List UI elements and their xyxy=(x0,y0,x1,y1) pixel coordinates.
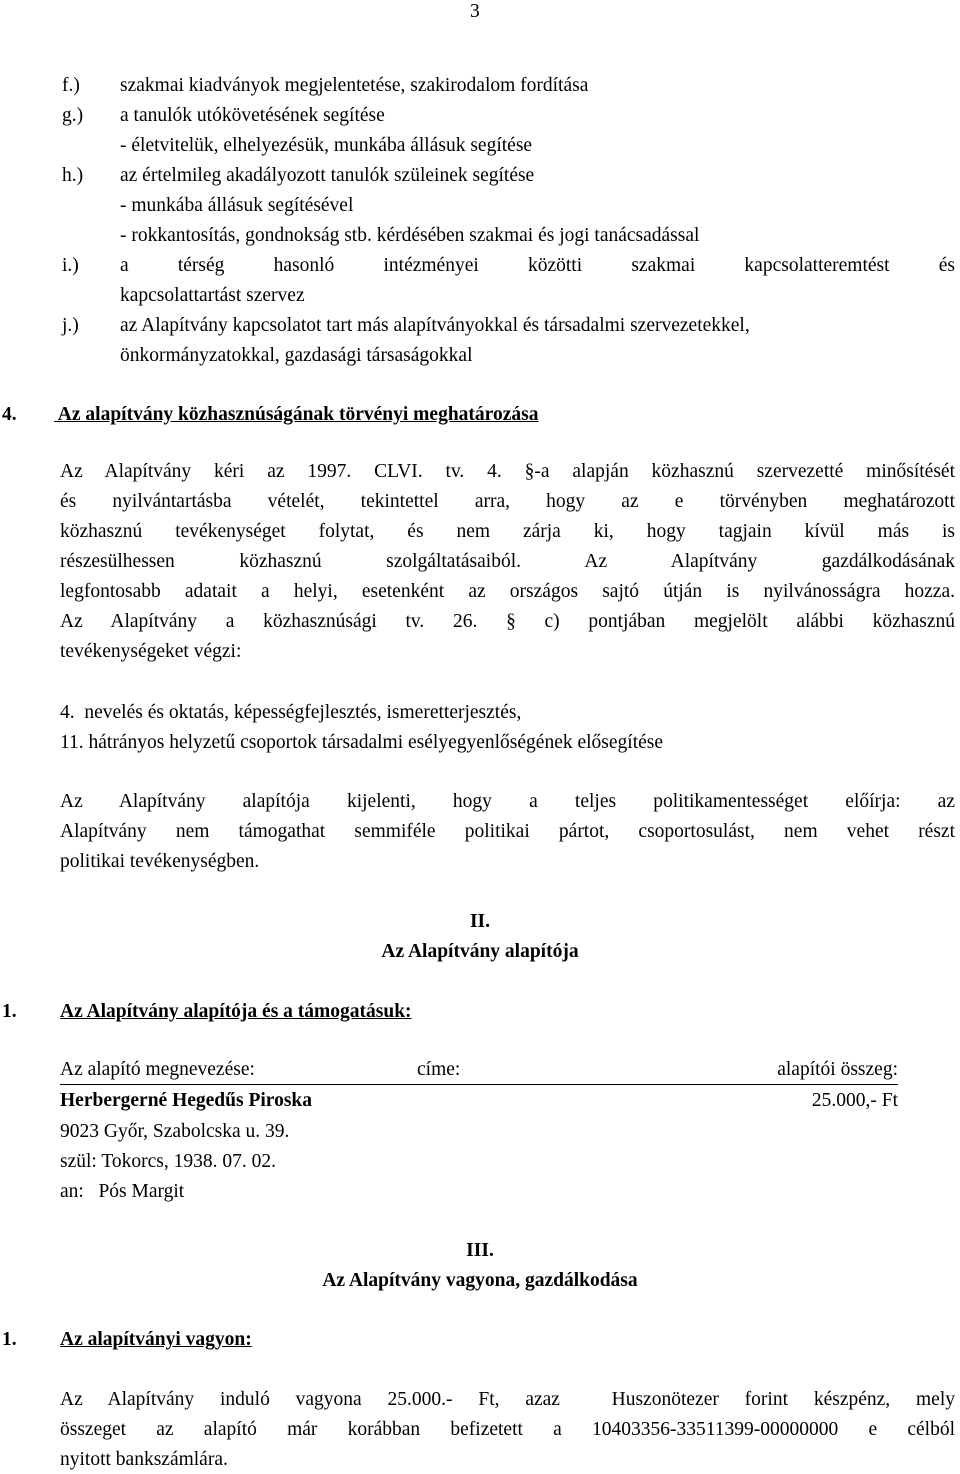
political-line-1: Az Alapítvány alapítója kijelenti, hogy a teljes politikamentességet előírja: az xyxy=(60,791,955,812)
section-4-paragraph-line-5: legfontosabb adatait a helyi, esetenként az országos sajtó útján is nyilvánosságra hozza. xyxy=(60,581,955,602)
section-4-paragraph-line-3: közhasznú tevékenységet folytat, és nem zárja ki, hogy tagjain kívül más is xyxy=(60,521,955,542)
section-4-paragraph-line-2: és nyilvántartásba vételét, tekintettel arra, hogy az e törvényben meghatározott xyxy=(60,491,955,512)
activity-item-11: 11. hátrányos helyzetű csoportok társadalmi esélyegyenlőségének elősegítése xyxy=(60,732,664,753)
chapter-3-title: Az Alapítvány vagyona, gazdálkodása xyxy=(322,1270,638,1291)
list-item-f-label: f.) xyxy=(62,75,80,96)
chapter-2-section-title: Az Alapítvány alapítója és a támogatásuk: xyxy=(60,1001,412,1022)
col-header-amount: alapítói összeg: xyxy=(777,1059,898,1080)
chapter-2-roman: II. xyxy=(469,911,491,932)
section-4-paragraph-line-1: Az Alapítvány kéri az 1997. CLVI. tv. 4. §-a alapján közhasznú szervezetté minősítését xyxy=(60,461,955,482)
activity-item-4: 4. nevelés és oktatás, képességfejlesztés, ismeretterjesztés, xyxy=(60,702,522,723)
founder-birth: szül: Tokorcs, 1938. 07. 02. xyxy=(60,1151,277,1172)
chapter-3-section-number: 1. xyxy=(2,1329,17,1350)
list-item-f-text: szakmai kiadványok megjelentetése, szakirodalom fordítása xyxy=(120,75,589,96)
founder-amount: 25.000,- Ft xyxy=(811,1090,898,1111)
list-item-h-sub-1: - munkába állásuk segítésével xyxy=(120,195,354,216)
chapter-2-title: Az Alapítvány alapítója xyxy=(381,941,579,962)
founder-table-header xyxy=(60,1060,898,1085)
political-line-3: politikai tevékenységben. xyxy=(60,851,260,872)
chapter-3-roman: III. xyxy=(466,1240,494,1261)
list-item-g-text: a tanulók utókövetésének segítése xyxy=(120,105,385,126)
founder-address: 9023 Győr, Szabolcska u. 39. xyxy=(60,1121,290,1142)
list-item-g-label: g.) xyxy=(62,105,84,126)
assets-paragraph-line-2: összeget az alapító már korábban befizetett a 10403356-33511399-00000000 e célból xyxy=(60,1419,955,1440)
list-item-j-text: az Alapítvány kapcsolatot tart más alapítványokkal és társadalmi szervezetekkel, xyxy=(120,315,750,336)
col-header-address: címe: xyxy=(417,1059,461,1080)
section-4-paragraph-line-6: Az Alapítvány a közhasznúsági tv. 26. § c) pontjában megjelölt alábbi közhasznú xyxy=(60,611,955,632)
assets-paragraph-line-3: nyitott bankszámlára. xyxy=(60,1449,228,1470)
founder-mother: an: Pós Margit xyxy=(60,1181,185,1202)
founder-name: Herbergerné Hegedűs Piroska xyxy=(60,1090,313,1111)
list-item-h-sub-2: - rokkantosítás, gondnokság stb. kérdésében szakmai és jogi tanácsadással xyxy=(120,225,700,246)
list-item-h-label: h.) xyxy=(62,165,84,186)
col-header-name: Az alapító megnevezése: xyxy=(60,1059,255,1080)
section-4-title: Az alapítvány közhasznúságának törvényi meghatározása xyxy=(54,404,539,425)
list-item-j-label: j.) xyxy=(62,315,79,336)
list-item-g-sub: - életvitelük, elhelyezésük, munkába állásuk segítése xyxy=(120,135,533,156)
list-item-i-text: a térség hasonló intézményei közötti szakmai kapcsolatteremtést és xyxy=(120,255,955,276)
section-4-paragraph-line-7: tevékenységeket végzi: xyxy=(60,641,242,662)
political-line-2: Alapítvány nem támogathat semmiféle politikai pártot, csoportosulást, nem vehet részt xyxy=(60,821,955,842)
section-4-paragraph-line-4: részesülhessen közhasznú szolgáltatásaiból. Az Alapítvány gazdálkodásának xyxy=(60,551,955,572)
chapter-2-section-number: 1. xyxy=(2,1001,17,1022)
list-item-i-label: i.) xyxy=(62,255,79,276)
chapter-3-section-title: Az alapítványi vagyon: xyxy=(60,1329,252,1350)
page-number: 3 xyxy=(470,1,480,22)
list-item-j-text-2: önkormányzatokkal, gazdasági társaságokkal xyxy=(120,345,473,366)
list-item-i-text-2: kapcsolattartást szervez xyxy=(120,285,305,306)
assets-paragraph-line-1: Az Alapítvány induló vagyona 25.000.- Ft, azaz Huszonötezer forint készpénz, mely xyxy=(60,1389,955,1410)
list-item-h-text: az értelmileg akadályozott tanulók szüleinek segítése xyxy=(120,165,535,186)
section-4-number: 4. xyxy=(2,404,17,425)
